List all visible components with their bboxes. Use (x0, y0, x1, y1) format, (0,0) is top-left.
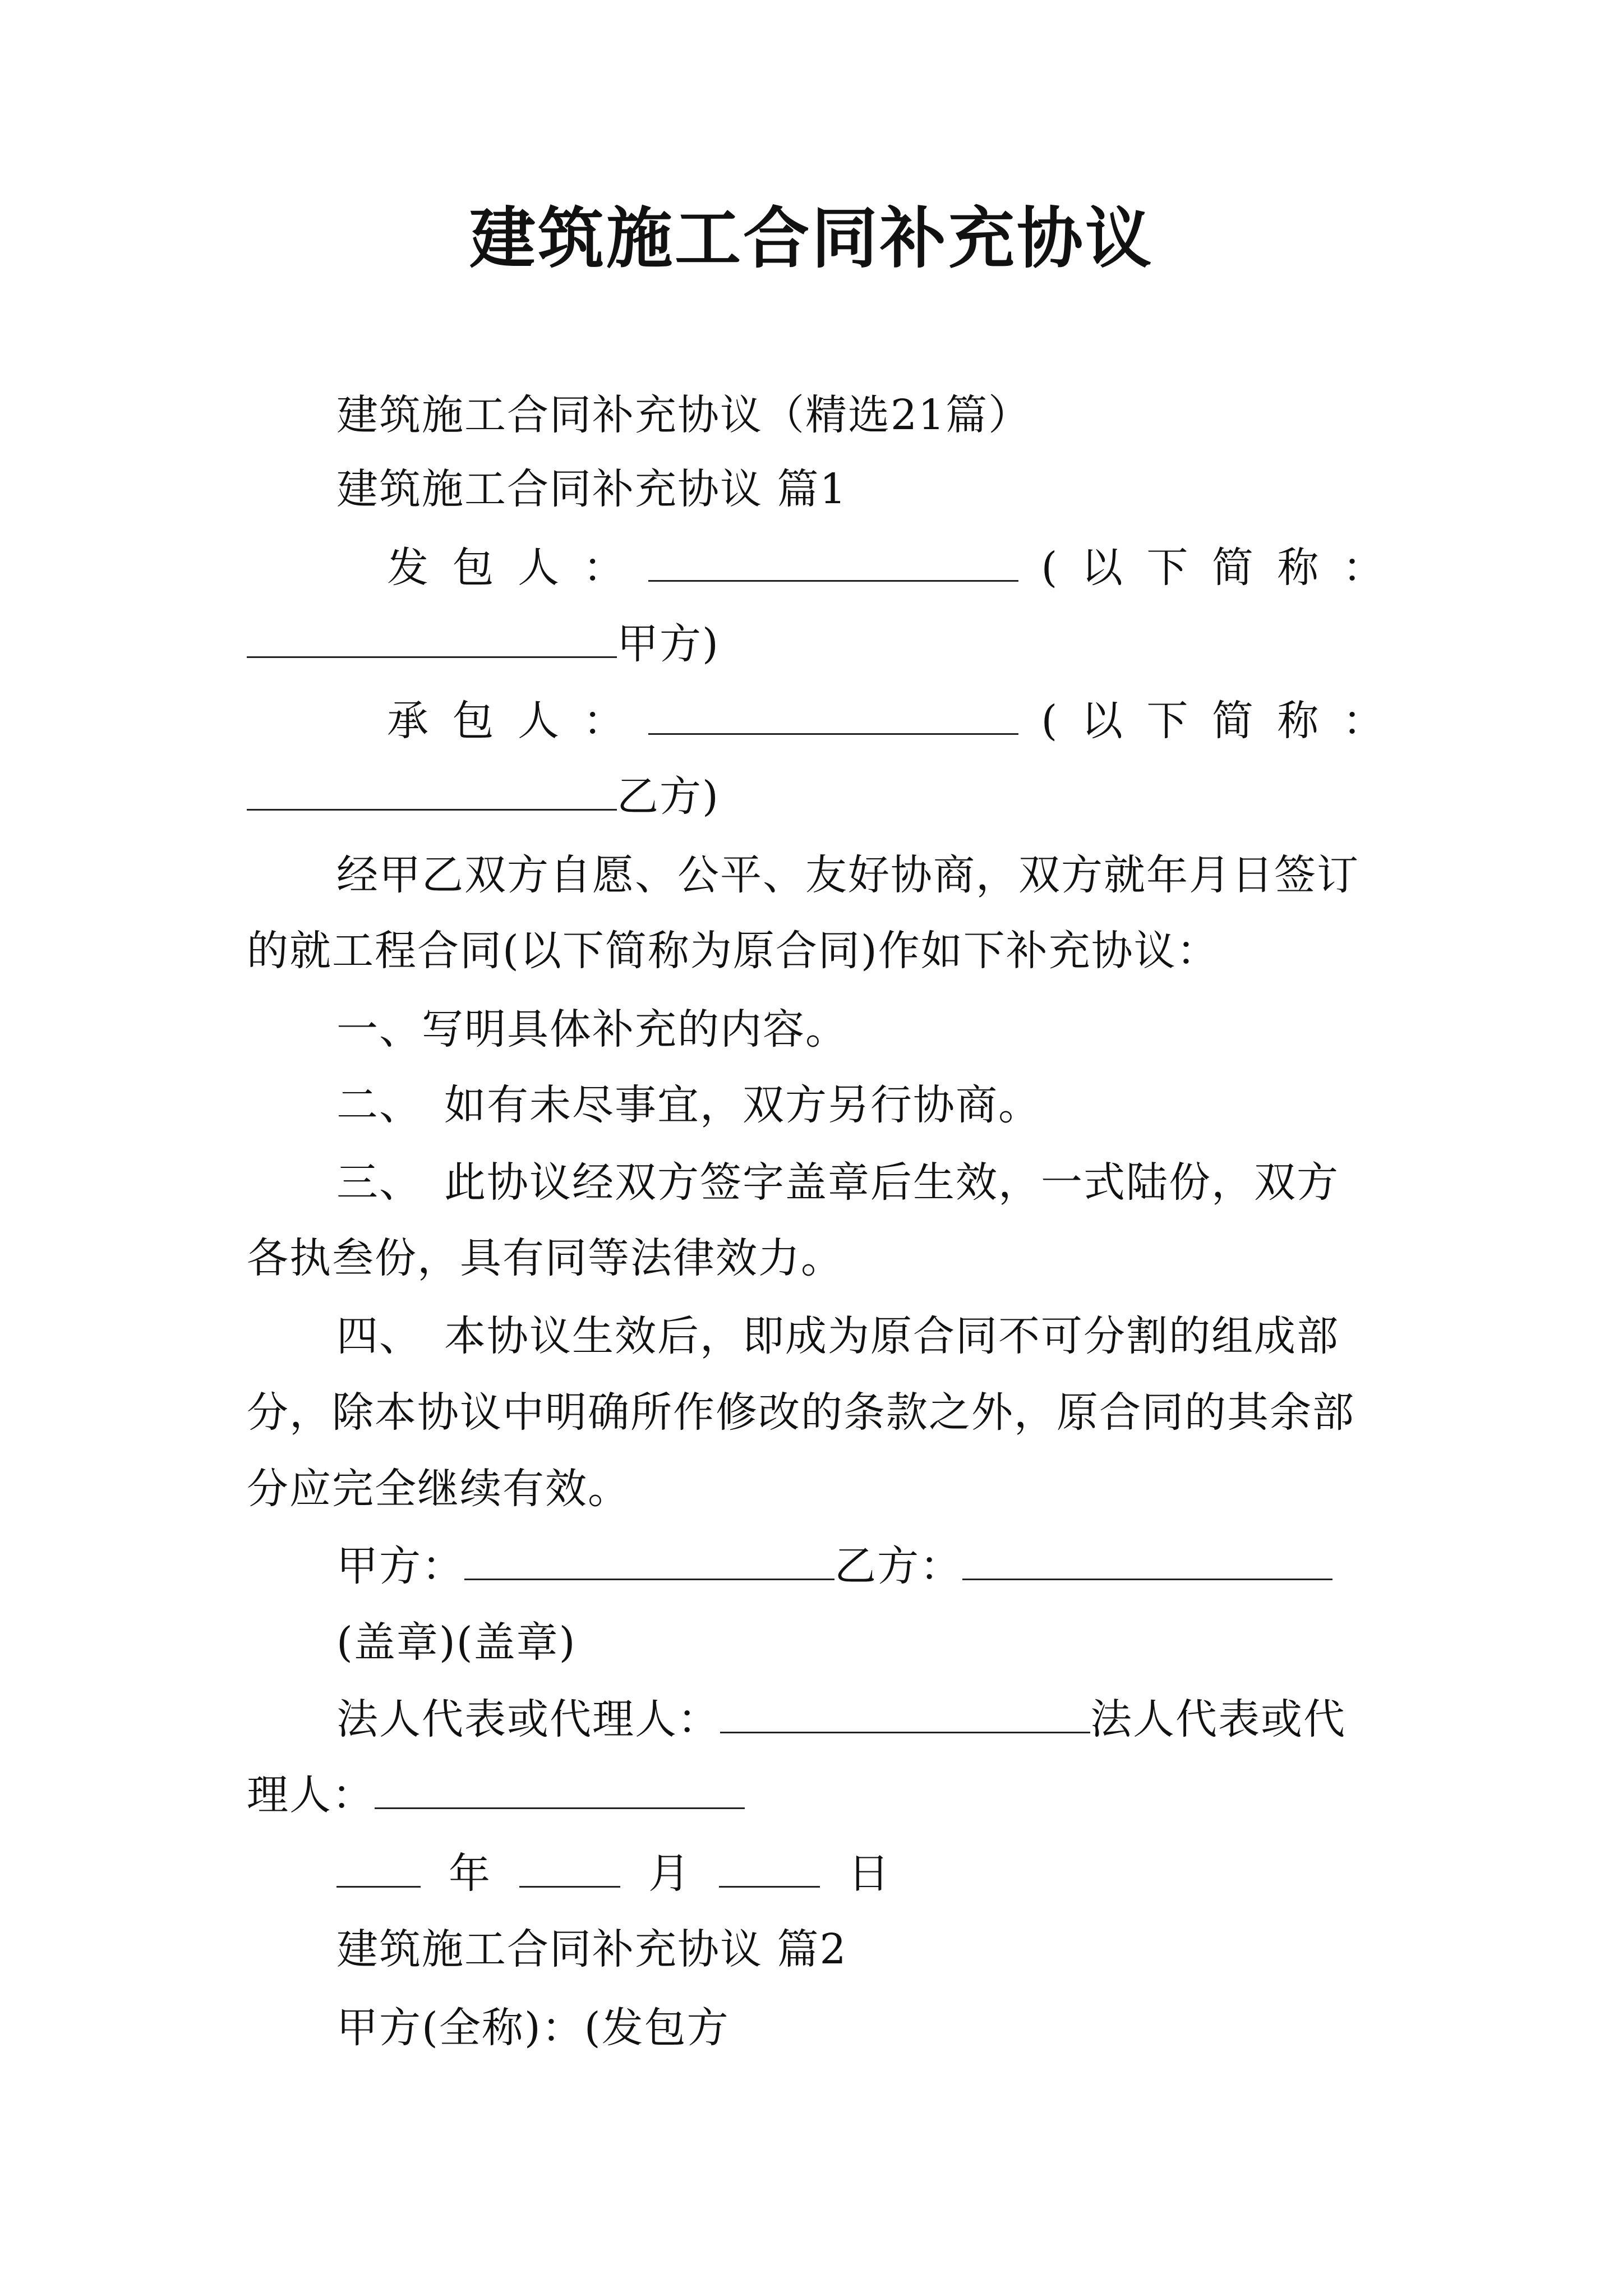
party-b-char: 下 (1146, 697, 1189, 745)
party-b-char: 以 (1081, 697, 1124, 745)
sign-party-b-label: 乙方： (834, 1542, 962, 1590)
party-a-blank (648, 574, 1018, 582)
clause-2-number: 二、 (336, 1081, 422, 1129)
signature-row (336, 1538, 1385, 1594)
intro-paragraph-cont: 的就工程合同(以下简称为原合同)作如下补充协议： (247, 927, 1219, 975)
party-a-char: 发 (387, 544, 430, 592)
party-a-char: 人 (518, 544, 560, 592)
section-2-first-line: 甲方(全称)：(发包方 (336, 2004, 730, 2052)
party-a-char: 以 (1081, 544, 1124, 592)
representative-row (336, 1691, 1385, 1747)
day-blank (719, 1880, 820, 1888)
date-day-label: 日 (848, 1849, 891, 1898)
party-a-char: 简 (1211, 544, 1255, 592)
representative-row-cont (247, 1767, 1385, 1823)
clause-4-text: 本协议生效后，即成为原合同不可分割的组成部 (444, 1312, 1339, 1360)
party-a-char: 称 (1277, 544, 1320, 592)
rep-a-blank (720, 1726, 1090, 1733)
clause-2 (336, 1077, 1385, 1133)
clause-4 (336, 1308, 1385, 1364)
party-b-char: 称 (1277, 697, 1320, 745)
party-b-char: ： (583, 697, 626, 745)
clause-1: 一、写明具体补充的内容。 (336, 1005, 848, 1053)
party-b-char: 包 (452, 697, 495, 745)
rep-b-label-cont: 理人： (247, 1771, 375, 1819)
date-year-label: 年 (449, 1849, 491, 1898)
sign-party-a-blank (464, 1573, 834, 1580)
party-a-char: ： (583, 544, 626, 592)
year-blank (336, 1880, 421, 1888)
subtitle: 建筑施工合同补充协议（精选21篇） (336, 391, 1031, 439)
clause-3 (336, 1154, 1385, 1211)
party-a-char: ( (1041, 544, 1059, 592)
party-a-char: 下 (1146, 544, 1189, 592)
clause-3-cont: 各执叁份，具有同等法律效力。 (247, 1234, 843, 1282)
party-b-cont (247, 769, 1385, 825)
rep-b-blank (375, 1802, 745, 1809)
sign-party-a-label: 甲方： (336, 1542, 464, 1590)
party-a-row (387, 540, 1385, 596)
party-a-tail: 甲方) (617, 620, 720, 668)
clause-4-number: 四、 (336, 1312, 422, 1360)
party-b-row (387, 693, 1385, 749)
date-row (336, 1846, 1385, 1902)
party-a-name-blank (247, 651, 617, 658)
clause-4-cont: 分应完全继续有效。 (247, 1465, 630, 1513)
section-heading-1: 建筑施工合同补充协议 篇1 (336, 465, 847, 513)
clause-4-cont: 分，除本协议中明确所作修改的条款之外，原合同的其余部 (247, 1388, 1355, 1437)
party-b-char: ： (1342, 697, 1385, 745)
party-b-char: ( (1041, 697, 1059, 745)
seal-line: (盖章)(盖章) (336, 1618, 577, 1667)
rep-b-label: 法人代表或代 (1090, 1695, 1346, 1743)
party-b-blank (648, 728, 1018, 735)
date-month-label: 月 (648, 1849, 691, 1898)
page-title: 建筑施工合同补充协议 (469, 199, 1154, 277)
party-b-char: 承 (387, 697, 430, 745)
clause-3-number: 三、 (336, 1158, 422, 1207)
party-a-char: 包 (452, 544, 495, 592)
party-b-char: 简 (1211, 697, 1255, 745)
rep-a-label: 法人代表或代理人： (336, 1695, 720, 1743)
sign-party-b-blank (962, 1573, 1332, 1580)
month-blank (519, 1880, 620, 1888)
clause-2-text: 如有未尽事宜，双方另行协商。 (444, 1081, 1041, 1129)
intro-paragraph: 经甲乙双方自愿、公平、友好协商，双方就年月日签订 (336, 851, 1359, 899)
party-b-char: 人 (518, 697, 560, 745)
section-heading-2: 建筑施工合同补充协议 篇2 (336, 1925, 847, 1973)
clause-3-text: 此协议经双方签字盖章后生效，一式陆份，双方 (444, 1158, 1339, 1207)
party-b-tail: 乙方) (617, 772, 720, 821)
party-a-char: ： (1342, 544, 1385, 592)
party-a-cont (247, 616, 1385, 672)
party-b-name-blank (247, 803, 617, 811)
